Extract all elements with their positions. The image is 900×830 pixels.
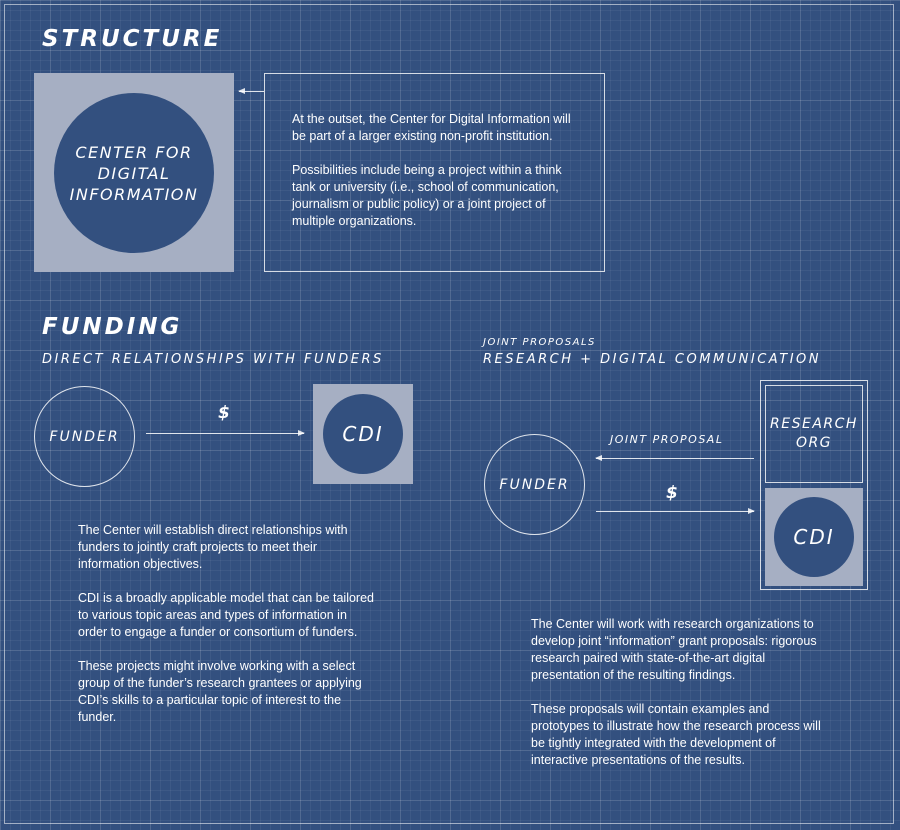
joint-paragraph-2: These proposals will contain examples and prototypes to illustrate how the research process will be tightly integrated with the development of interactive presentations of the results. [531, 702, 821, 767]
joint-paragraph-1: The Center will work with research organizations to develop joint “information” grant proposals: rigorous research paired with state-of-the-art digital presentation of the resulting findings. [531, 617, 817, 682]
direct-funder-circle [34, 386, 135, 487]
direct-description [78, 522, 378, 743]
structure-description-box [264, 73, 605, 272]
joint-funder-label: FUNDER [499, 476, 570, 493]
direct-paragraph-3: These projects might involve working with a select group of the funder’s research grantees or applying CDI’s skills to a particular topic of interest to the funder. [78, 659, 362, 724]
joint-caption: JOINT PROPOSALS [483, 337, 596, 348]
joint-cdi-block [765, 488, 863, 586]
direct-cdi-circle [323, 394, 403, 474]
center-circle [54, 93, 214, 253]
joint-funder-circle [484, 434, 585, 535]
research-org-box [765, 385, 863, 483]
structure-paragraph-1: At the outset, the Center for Digital Information will be part of a larger existing non-profit institution. [292, 112, 571, 143]
research-org-label: RESEARCH ORG [770, 416, 858, 451]
structure-description [292, 111, 587, 247]
center-block [34, 73, 234, 272]
joint-proposal-label: JOINT PROPOSAL [610, 433, 724, 446]
direct-paragraph-2: CDI is a broadly applicable model that can be tailored to various topic areas and types of information in order to engage a funder or consortium of funders. [78, 591, 375, 639]
joint-description [531, 616, 821, 786]
joint-subheading: RESEARCH + DIGITAL COMMUNICATION [483, 352, 821, 367]
direct-subheading: DIRECT RELATIONSHIPS WITH FUNDERS [42, 352, 384, 367]
structure-heading: STRUCTURE [42, 26, 223, 52]
direct-funder-label: FUNDER [49, 428, 120, 445]
joint-proposal-arrow [596, 458, 754, 459]
joint-dollar-label: $ [666, 483, 680, 503]
joint-cdi-label: CDI [793, 525, 835, 549]
structure-arrow [239, 91, 264, 92]
direct-cdi-block [313, 384, 413, 484]
funding-heading: FUNDING [42, 314, 183, 340]
center-label: CENTER FOR DIGITAL INFORMATION [69, 142, 199, 204]
direct-funding-arrow [146, 433, 304, 434]
structure-paragraph-2: Possibilities include being a project within a think tank or university (i.e., school of communication, journalism or public policy) or a joint project of multiple organizations. [292, 163, 562, 228]
direct-dollar-label: $ [218, 403, 232, 423]
direct-paragraph-1: The Center will establish direct relationships with funders to jointly craft projects to meet their information objectives. [78, 523, 348, 571]
direct-cdi-label: CDI [342, 422, 384, 446]
joint-funding-arrow [596, 511, 754, 512]
joint-cdi-circle [774, 497, 854, 577]
